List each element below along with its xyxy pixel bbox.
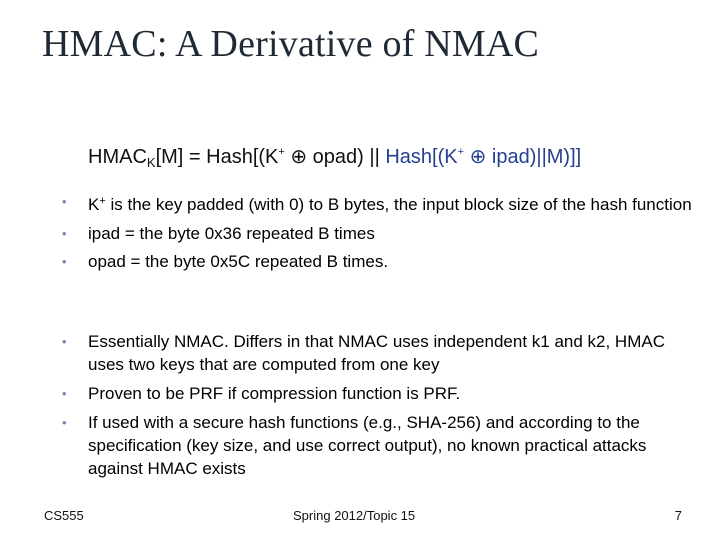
formula-part3: Hash[(K [385, 146, 458, 168]
bullet-item [62, 382, 692, 405]
bullet-dot-icon: • [62, 254, 67, 269]
bullet-dot-icon: • [62, 226, 67, 241]
formula-part1: [M] = Hash[(K [155, 146, 279, 168]
bullet-text: ipad = the byte 0x36 repeated B times [88, 224, 375, 243]
bullet-text: If used with a secure hash functions (e.g., SHA-256) and according to the specification (key size, and use correct output), no known practical attacks against HMAC exists [88, 413, 647, 478]
hmac-formula [88, 144, 581, 170]
bullet-text-pre: K [88, 195, 100, 214]
bullet-text: opad = the byte 0x5C repeated B times. [88, 252, 389, 271]
formula-part2: ⊕ opad) || [284, 146, 386, 168]
formula-inner-hash [385, 146, 581, 168]
formula-part4: ⊕ ipad)||M)]] [464, 146, 582, 168]
slide-title: HMAC: A Derivative of NMAC [42, 23, 540, 65]
formula-plus-sup-2: + [457, 146, 465, 158]
bullet-text: is the key padded (with 0) to B bytes, the input block size of the hash function [105, 195, 692, 214]
bullet-item [62, 250, 692, 273]
bullet-text: Essentially NMAC. Differs in that NMAC uses independent k1 and k2, HMAC uses two keys that are computed from one key [88, 332, 665, 374]
bullet-text-sup: + [99, 195, 106, 207]
formula-subscript: K [146, 155, 156, 170]
bullet-dot-icon: • [62, 386, 67, 401]
bullet-dot-icon: • [62, 194, 67, 209]
bullet-list-definitions [62, 190, 692, 279]
bullet-dot-icon: • [62, 415, 67, 430]
bullet-item [62, 222, 692, 245]
footer-term-topic: Spring 2012/Topic 15 [293, 508, 416, 523]
formula-lhs: HMAC [88, 146, 147, 168]
bullet-item [62, 330, 692, 376]
footer-course: CS555 [44, 508, 84, 523]
bullet-list-properties [62, 330, 692, 486]
bullet-dot-icon: • [62, 334, 67, 349]
formula-plus-sup: + [278, 146, 285, 158]
bullet-text: Proven to be PRF if compression function is PRF. [88, 384, 461, 403]
footer-page-number: 7 [674, 508, 682, 523]
bullet-item [62, 411, 692, 480]
bullet-item [62, 190, 692, 216]
